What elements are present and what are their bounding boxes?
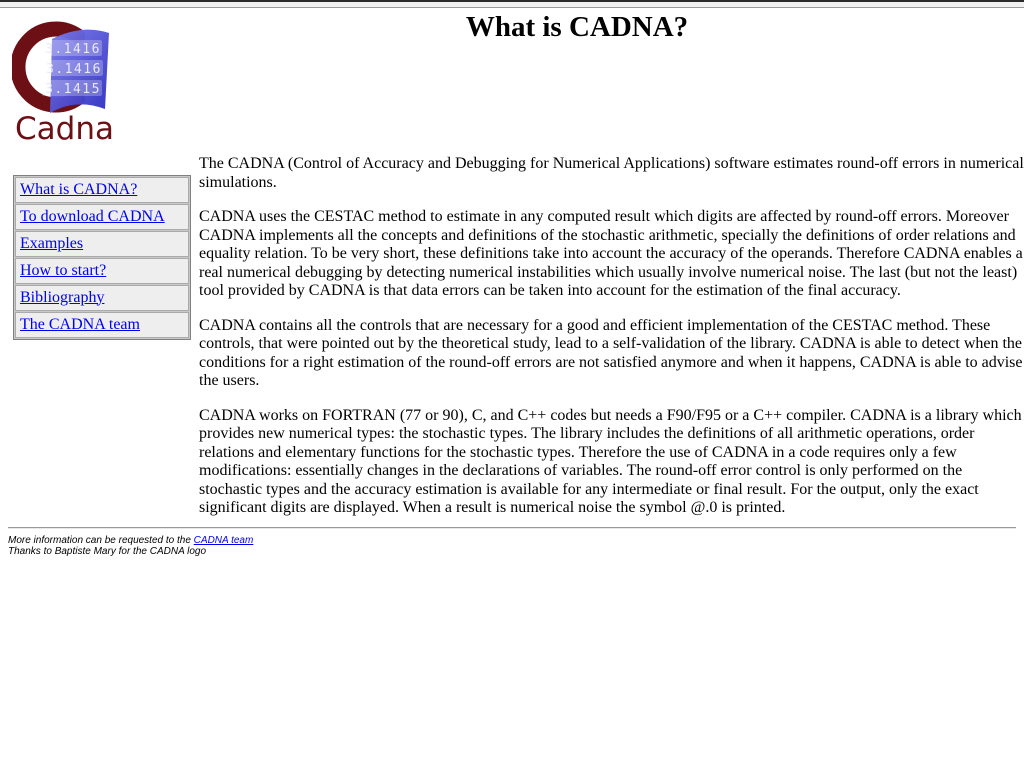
cadna-logo — [12, 10, 116, 144]
sidebar-item-what-is-cadna[interactable]: What is CADNA? — [20, 180, 138, 198]
table-row — [15, 231, 189, 257]
sidebar-item-how-to-start[interactable]: How to start? — [20, 261, 107, 279]
browser-chrome-strip — [0, 0, 1024, 8]
main-content — [199, 139, 1024, 518]
paragraph-languages: CADNA works on FORTRAN (77 or 90), C, and C++ codes but needs a F90/F95 or a C++ compiler. CADNA is a library which provides new numerical types: the stochastic types. The library includes the definitions of all arithmetic operations, order relations and elementary functions for the stochastic types. Therefore the use of CADNA in a code requires only a few modifications: essentially changes in the declarations of variables. The round-off error control is only performed on the stochastic types and the accuracy estimation is available for any intermediate or final result. For the output, only the exact significant digits are displayed. When a result is numerical noise the symbol @.0 is printed. — [199, 406, 1022, 516]
paragraph-intro: The CADNA (Control of Accuracy and Debugging for Numerical Applications) software estimates round-off errors in numerical simulations. — [199, 155, 1024, 191]
table-row — [15, 177, 189, 203]
sidebar-item-bibliography[interactable]: Bibliography — [20, 288, 105, 306]
footer-divider — [8, 527, 1016, 529]
logo-digit-rows — [42, 40, 103, 97]
cadna-team-link[interactable]: CADNA team — [193, 535, 254, 546]
table-row — [15, 258, 189, 284]
table-row — [15, 204, 189, 230]
logo-digits-row3: 3.1415 — [45, 82, 101, 97]
footer-contact-line — [8, 535, 1016, 546]
sidebar-item-examples[interactable]: Examples — [20, 234, 84, 252]
page-footer — [8, 519, 1016, 557]
paragraph-cestac: CADNA uses the CESTAC method to estimate in any computed result which digits are affected by round-off errors. Moreover CADNA implements all the concepts and definitions of the stochastic arithmetic, specially the definitions of order relations and equality relation. To be very short, these definitions take into account the accuracy of the operands. Therefore CADNA enables a real numerical debugging by detecting numerical instabilities which usually involve numerical noise. The last (but not the least) tool provided by CADNA is that data errors can be taken into account for the estimation of the final accuracy. — [199, 208, 1023, 299]
footer-credit-line: Thanks to Baptiste Mary for the CADNA logo — [8, 546, 207, 557]
table-row — [15, 312, 189, 338]
paragraph-controls: CADNA contains all the controls that are necessary for a good and efficient implementation of the CESTAC method. These controls, that were pointed out by the theoretical study, lead to a self-validation of the library. CADNA is able to detect when the conditions for a right estimation of the round-off errors are not satisfied anymore and when it happens, CADNA is able to advise the users. — [199, 316, 1023, 389]
footer-contact-text: More information can be requested to the — [8, 535, 194, 546]
page-title: What is CADNA? — [465, 11, 689, 43]
logo-wordmark: Cadna — [15, 111, 114, 144]
table-row — [15, 285, 189, 311]
logo-digits-row2: 3.1416 — [46, 62, 102, 77]
sidebar-item-download[interactable]: To download CADNA — [20, 207, 165, 225]
sidebar-item-cadna-team[interactable]: The CADNA team — [20, 315, 140, 333]
nav-menu — [13, 175, 191, 340]
logo-digits-row1: 3.1416 — [45, 42, 101, 57]
cadna-logo-image — [12, 10, 116, 144]
